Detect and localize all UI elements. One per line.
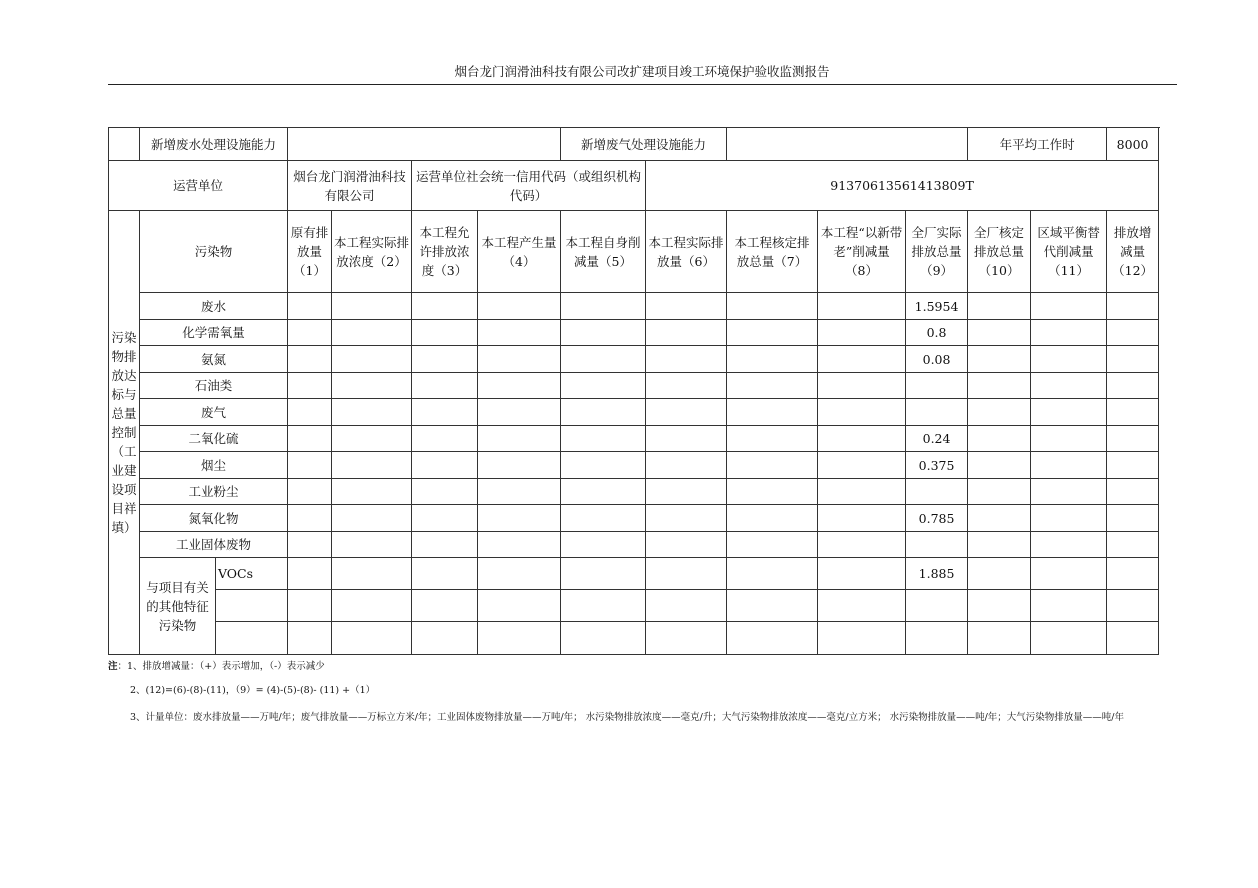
pollutant-row bbox=[109, 426, 1159, 452]
value-cell bbox=[288, 426, 332, 452]
value-cell bbox=[478, 505, 561, 532]
value-cell bbox=[646, 532, 727, 558]
value-cell bbox=[332, 373, 412, 399]
credit-code-label: 运营单位社会统一信用代码（或组织机构代码） bbox=[412, 161, 646, 211]
value-cell bbox=[1107, 558, 1159, 590]
value-cell bbox=[646, 558, 727, 590]
pollutant-name: 氮氧化物 bbox=[140, 505, 288, 532]
value-cell bbox=[1031, 479, 1107, 505]
value-cell bbox=[412, 532, 478, 558]
value-cell: 0.375 bbox=[906, 452, 968, 479]
value-cell bbox=[818, 426, 906, 452]
value-cell bbox=[1031, 293, 1107, 320]
value-cell bbox=[478, 590, 561, 622]
value-cell bbox=[1107, 590, 1159, 622]
annual-hours-label: 年平均工作时 bbox=[968, 128, 1107, 161]
pollutant-row bbox=[109, 399, 1159, 426]
note-label: 注 bbox=[108, 661, 118, 672]
other-pollutants-label: 与项目有关的其他特征污染物 bbox=[140, 558, 216, 655]
value-cell bbox=[968, 558, 1031, 590]
value-cell bbox=[478, 558, 561, 590]
value-cell bbox=[288, 293, 332, 320]
value-cell bbox=[1107, 320, 1159, 346]
value-cell bbox=[818, 558, 906, 590]
value-cell bbox=[1031, 399, 1107, 426]
value-cell bbox=[561, 622, 646, 655]
value-cell bbox=[727, 479, 818, 505]
value-cell bbox=[478, 320, 561, 346]
value-cell: 1.5954 bbox=[906, 293, 968, 320]
value-cell bbox=[332, 452, 412, 479]
value-cell bbox=[818, 293, 906, 320]
value-cell bbox=[478, 532, 561, 558]
value-cell bbox=[1107, 622, 1159, 655]
value-cell bbox=[332, 505, 412, 532]
value-cell bbox=[1107, 293, 1159, 320]
value-cell bbox=[727, 373, 818, 399]
value-cell bbox=[727, 293, 818, 320]
operator-value: 烟台龙门润滑油科技有限公司 bbox=[288, 161, 412, 211]
value-cell: 0.24 bbox=[906, 426, 968, 452]
value-cell bbox=[818, 590, 906, 622]
value-cell bbox=[1031, 320, 1107, 346]
value-cell bbox=[818, 373, 906, 399]
value-cell bbox=[478, 479, 561, 505]
value-cell bbox=[412, 346, 478, 373]
column-header-8: 本工程“以新带老”削减量（8） bbox=[818, 211, 906, 293]
value-cell bbox=[561, 505, 646, 532]
other-pollutant-name bbox=[216, 590, 288, 622]
value-cell bbox=[561, 558, 646, 590]
value-cell bbox=[646, 293, 727, 320]
value-cell bbox=[646, 346, 727, 373]
value-cell bbox=[288, 399, 332, 426]
other-pollutant-row bbox=[109, 590, 1159, 622]
value-cell bbox=[968, 426, 1031, 452]
value-cell bbox=[818, 399, 906, 426]
value-cell bbox=[727, 426, 818, 452]
value-cell bbox=[561, 320, 646, 346]
value-cell bbox=[412, 452, 478, 479]
pollutant-name: 废气 bbox=[140, 399, 288, 426]
value-cell bbox=[478, 452, 561, 479]
value-cell bbox=[332, 622, 412, 655]
column-header-7: 本工程核定排放总量（7） bbox=[727, 211, 818, 293]
value-cell bbox=[288, 346, 332, 373]
value-cell: 0.8 bbox=[906, 320, 968, 346]
value-cell bbox=[818, 320, 906, 346]
value-cell bbox=[412, 590, 478, 622]
operator-row bbox=[109, 161, 1159, 211]
value-cell bbox=[561, 399, 646, 426]
pollutant-row bbox=[109, 452, 1159, 479]
value-cell bbox=[1107, 346, 1159, 373]
pollutant-name: 烟尘 bbox=[140, 452, 288, 479]
value-cell bbox=[561, 426, 646, 452]
value-cell bbox=[906, 373, 968, 399]
credit-code-value: 91370613561413809T bbox=[646, 161, 1159, 211]
value-cell bbox=[906, 622, 968, 655]
value-cell bbox=[1107, 373, 1159, 399]
pollutant-row bbox=[109, 532, 1159, 558]
value-cell bbox=[561, 346, 646, 373]
value-cell bbox=[1031, 590, 1107, 622]
pollutant-name: 氨氮 bbox=[140, 346, 288, 373]
value-cell bbox=[412, 320, 478, 346]
emission-summary-table bbox=[108, 127, 1159, 655]
gas-capacity-value bbox=[727, 128, 968, 161]
value-cell bbox=[561, 532, 646, 558]
value-cell bbox=[288, 320, 332, 346]
value-cell bbox=[818, 505, 906, 532]
value-cell bbox=[968, 479, 1031, 505]
value-cell bbox=[332, 399, 412, 426]
pollutant-name: 化学需氧量 bbox=[140, 320, 288, 346]
value-cell bbox=[646, 479, 727, 505]
value-cell bbox=[968, 373, 1031, 399]
value-cell bbox=[288, 479, 332, 505]
value-cell: 0.08 bbox=[906, 346, 968, 373]
value-cell bbox=[818, 479, 906, 505]
value-cell bbox=[478, 293, 561, 320]
value-cell bbox=[332, 558, 412, 590]
value-cell bbox=[288, 558, 332, 590]
pollutant-name: 工业固体废物 bbox=[140, 532, 288, 558]
header-divider bbox=[108, 84, 1177, 85]
pollutant-name: 石油类 bbox=[140, 373, 288, 399]
value-cell bbox=[818, 452, 906, 479]
column-header-2: 本工程实际排放浓度（2） bbox=[332, 211, 412, 293]
pollutant-name: 工业粉尘 bbox=[140, 479, 288, 505]
value-cell bbox=[332, 320, 412, 346]
value-cell bbox=[727, 399, 818, 426]
value-cell bbox=[1031, 373, 1107, 399]
value-cell bbox=[288, 373, 332, 399]
value-cell bbox=[288, 452, 332, 479]
value-cell bbox=[968, 346, 1031, 373]
note-1 bbox=[108, 660, 1178, 674]
value-cell bbox=[1031, 505, 1107, 532]
value-cell bbox=[332, 426, 412, 452]
value-cell bbox=[478, 346, 561, 373]
value-cell bbox=[727, 532, 818, 558]
value-cell bbox=[412, 399, 478, 426]
pollutant-header: 污染物 bbox=[140, 211, 288, 293]
value-cell bbox=[968, 590, 1031, 622]
value-cell bbox=[332, 346, 412, 373]
value-cell bbox=[818, 346, 906, 373]
value-cell bbox=[646, 590, 727, 622]
value-cell bbox=[968, 399, 1031, 426]
value-cell bbox=[906, 479, 968, 505]
value-cell bbox=[968, 293, 1031, 320]
value-cell bbox=[412, 622, 478, 655]
pollutant-row bbox=[109, 293, 1159, 320]
value-cell bbox=[478, 426, 561, 452]
value-cell bbox=[288, 505, 332, 532]
value-cell bbox=[646, 505, 727, 532]
value-cell bbox=[561, 373, 646, 399]
value-cell bbox=[1031, 346, 1107, 373]
pollutant-name: 二氧化硫 bbox=[140, 426, 288, 452]
value-cell bbox=[1107, 479, 1159, 505]
value-cell bbox=[332, 532, 412, 558]
water-capacity-label: 新增废水处理设施能力 bbox=[140, 128, 288, 161]
value-cell bbox=[1031, 532, 1107, 558]
value-cell bbox=[968, 622, 1031, 655]
other-pollutant-name bbox=[216, 622, 288, 655]
value-cell bbox=[288, 622, 332, 655]
operator-label: 运营单位 bbox=[109, 161, 288, 211]
value-cell bbox=[478, 399, 561, 426]
value-cell bbox=[1107, 452, 1159, 479]
note-3: 3、计量单位：废水排放量——万吨/年；废气排放量——万标立方米/年；工业固体废物排放量——万吨/年； 水污染物排放浓度——毫克/升；大气污染物排放浓度——毫克/立方米； 水污染物排放量——吨/年；大气污染物排放量——吨/年 bbox=[130, 712, 1124, 723]
value-cell bbox=[968, 320, 1031, 346]
value-cell bbox=[1031, 558, 1107, 590]
value-cell bbox=[561, 452, 646, 479]
value-cell bbox=[646, 452, 727, 479]
value-cell bbox=[412, 373, 478, 399]
column-header-4: 本工程产生量（4） bbox=[478, 211, 561, 293]
column-header-12: 排放增减量（12） bbox=[1107, 211, 1159, 293]
column-header-5: 本工程自身削减量（5） bbox=[561, 211, 646, 293]
value-cell bbox=[646, 320, 727, 346]
value-cell bbox=[1107, 399, 1159, 426]
pollutant-row bbox=[109, 346, 1159, 373]
value-cell bbox=[561, 590, 646, 622]
value-cell bbox=[727, 505, 818, 532]
value-cell bbox=[332, 479, 412, 505]
note-2: 2、(12)=(6)-(8)-(11)，（9）= (4)-(5)-(8)- (11) +（1） bbox=[130, 685, 376, 696]
value-cell bbox=[906, 399, 968, 426]
value-cell bbox=[412, 426, 478, 452]
value-cell bbox=[288, 590, 332, 622]
value-cell bbox=[1031, 622, 1107, 655]
water-capacity-value bbox=[288, 128, 561, 161]
column-header-3: 本工程允许排放浓度（3） bbox=[412, 211, 478, 293]
value-cell bbox=[727, 320, 818, 346]
column-header-6: 本工程实际排放量（6） bbox=[646, 211, 727, 293]
pollutant-name: 废水 bbox=[140, 293, 288, 320]
value-cell: 0.785 bbox=[906, 505, 968, 532]
value-cell bbox=[332, 293, 412, 320]
pollutant-row bbox=[109, 479, 1159, 505]
value-cell bbox=[288, 532, 332, 558]
report-header-title: 烟台龙门润滑油科技有限公司改扩建项目竣工环境保护验收监测报告 bbox=[454, 64, 830, 79]
value-cell bbox=[1107, 426, 1159, 452]
other-pollutant-row bbox=[109, 558, 1159, 590]
value-cell bbox=[818, 532, 906, 558]
capacity-row bbox=[109, 128, 1159, 161]
value-cell bbox=[1107, 532, 1159, 558]
value-cell bbox=[646, 373, 727, 399]
value-cell bbox=[412, 293, 478, 320]
value-cell: 1.885 bbox=[906, 558, 968, 590]
value-cell bbox=[968, 452, 1031, 479]
value-cell bbox=[646, 399, 727, 426]
pollutant-row bbox=[109, 320, 1159, 346]
value-cell bbox=[727, 452, 818, 479]
value-cell bbox=[478, 373, 561, 399]
column-header-9: 全厂实际排放总量（9） bbox=[906, 211, 968, 293]
column-header-10: 全厂核定排放总量（10） bbox=[968, 211, 1031, 293]
value-cell bbox=[1031, 452, 1107, 479]
section-side-label: 污染物排放达标与总量控制（工业建设项目祥填） bbox=[109, 211, 140, 655]
other-pollutant-row bbox=[109, 622, 1159, 655]
annual-hours-value: 8000 bbox=[1107, 128, 1159, 161]
value-cell bbox=[1031, 426, 1107, 452]
value-cell bbox=[561, 479, 646, 505]
value-cell bbox=[818, 622, 906, 655]
value-cell bbox=[968, 532, 1031, 558]
value-cell bbox=[727, 622, 818, 655]
value-cell bbox=[412, 505, 478, 532]
value-cell bbox=[1107, 505, 1159, 532]
column-header-row bbox=[109, 211, 1159, 293]
pollutant-row bbox=[109, 373, 1159, 399]
value-cell bbox=[412, 558, 478, 590]
gas-capacity-label: 新增废气处理设施能力 bbox=[561, 128, 727, 161]
blank-corner-cell bbox=[109, 128, 140, 161]
pollutant-row bbox=[109, 505, 1159, 532]
value-cell bbox=[906, 532, 968, 558]
column-header-11: 区域平衡替代削减量（11） bbox=[1031, 211, 1107, 293]
value-cell bbox=[646, 622, 727, 655]
value-cell bbox=[727, 346, 818, 373]
note-1-text: ：1、排放增减量：（+）表示增加，（-）表示减少 bbox=[117, 661, 325, 672]
value-cell bbox=[906, 590, 968, 622]
value-cell bbox=[412, 479, 478, 505]
value-cell bbox=[727, 558, 818, 590]
value-cell bbox=[332, 590, 412, 622]
value-cell bbox=[478, 622, 561, 655]
value-cell bbox=[727, 590, 818, 622]
column-header-1: 原有排放量（1） bbox=[288, 211, 332, 293]
value-cell bbox=[968, 505, 1031, 532]
other-pollutant-name: VOCs bbox=[216, 558, 288, 590]
value-cell bbox=[561, 293, 646, 320]
value-cell bbox=[646, 426, 727, 452]
table-notes bbox=[108, 660, 1178, 728]
